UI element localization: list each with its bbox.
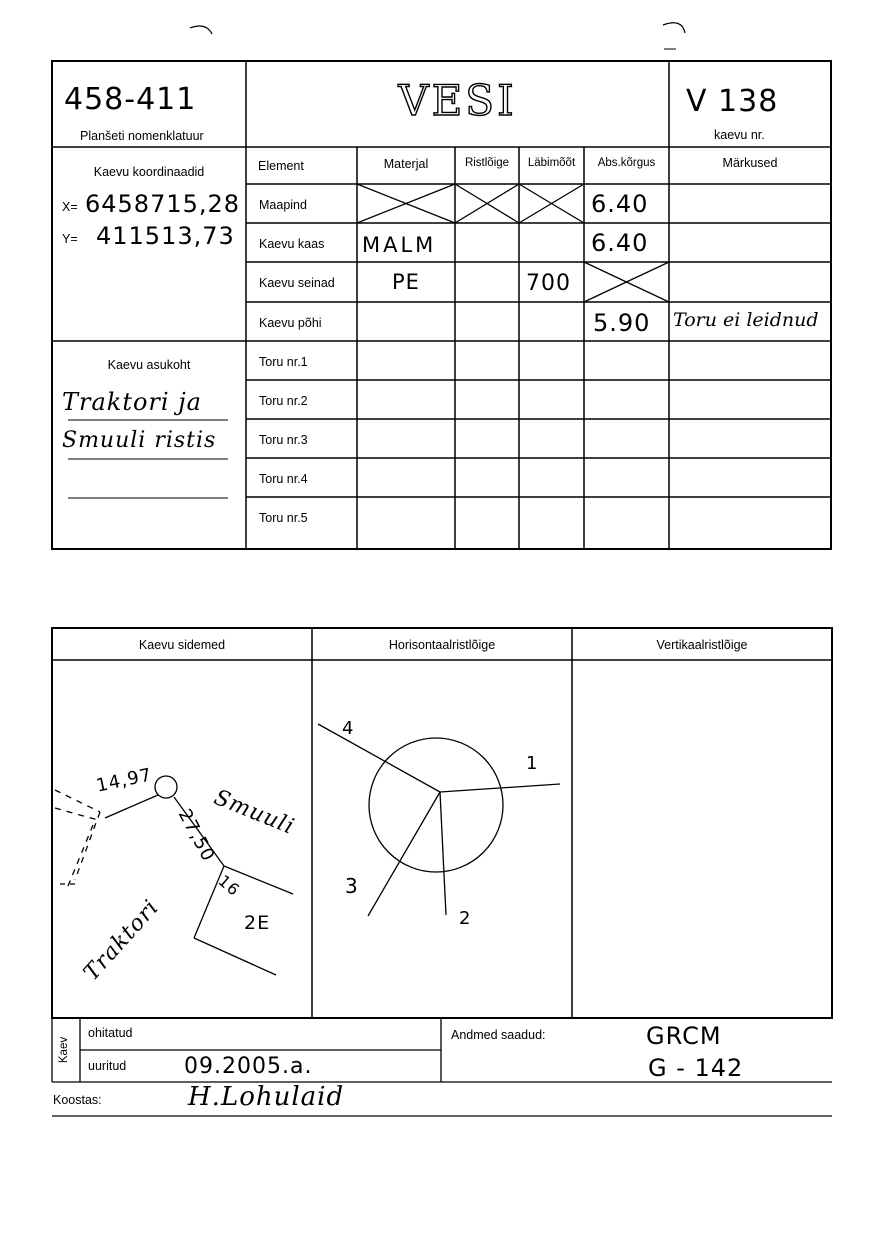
bottom-elevation-value: 5.90: [593, 309, 651, 337]
well-section-label: Kaev: [58, 1036, 70, 1064]
row-label-ground: Maapind: [259, 198, 307, 212]
location-line-2: Smuuli ristis: [62, 428, 217, 453]
row-label-walls: Kaevu seinad: [259, 276, 335, 290]
row-label-bottom: Kaevu põhi: [259, 316, 322, 330]
compiled-by-value: H.Lohulaid: [188, 1082, 345, 1112]
pipe-number-2: 2: [459, 908, 472, 929]
location-label: Kaevu asukoht: [107, 358, 191, 372]
row-label-pipe-3: Toru nr.3: [259, 433, 308, 447]
walls-material-value: PE: [392, 270, 420, 294]
vertical-section-label: Vertikaalristlõige: [656, 638, 748, 652]
street-label-traktori: Traktori: [79, 895, 165, 986]
location-line-1: Traktori ja: [62, 388, 202, 416]
tie-distance-3: 16: [214, 871, 244, 900]
y-label: Y=: [62, 232, 78, 246]
pipe-number-3: 3: [345, 874, 359, 898]
building-number: 2E: [244, 912, 271, 934]
lid-material-value: MALM: [362, 233, 437, 257]
row-label-pipe-1: Toru nr.1: [259, 355, 308, 369]
bottom-remarks-value: Toru ei leidnud: [673, 309, 819, 331]
updated-label: uuritud: [88, 1059, 127, 1073]
horizontal-section-label: Horisontaalristlõige: [388, 638, 496, 652]
tie-distance-1: 14,97: [94, 764, 155, 797]
y-coordinate-value: 411513,73: [96, 222, 235, 250]
col-header-element: Element: [258, 159, 304, 173]
x-label: X=: [62, 200, 78, 214]
col-header-remarks: Märkused: [722, 156, 778, 170]
data-source-line-2: G - 142: [648, 1054, 744, 1082]
checked-label: ohitatud: [88, 1026, 133, 1040]
well-number-value: V 138: [686, 84, 779, 119]
sheet-nomenclature-label: Planšeti nomenklatuur: [80, 129, 204, 143]
col-header-cross-section: Ristlõige: [464, 157, 510, 169]
sheet-nomenclature-value: 458-411: [64, 82, 197, 117]
ground-elevation-value: 6.40: [591, 190, 649, 218]
lid-elevation-value: 6.40: [591, 229, 649, 257]
col-header-material: Materjal: [383, 157, 429, 171]
row-label-pipe-4: Toru nr.4: [259, 472, 308, 486]
well-number-label: kaevu nr.: [714, 128, 765, 142]
col-header-diameter: Läbimõõt: [527, 157, 576, 169]
compiled-label: Koostas:: [53, 1093, 102, 1107]
coordinates-label: Kaevu koordinaadid: [93, 165, 205, 179]
row-label-pipe-2: Toru nr.2: [259, 394, 308, 408]
tie-distance-2: 27,50: [173, 805, 219, 866]
row-label-pipe-5: Toru nr.5: [259, 511, 308, 525]
form-title: VESI: [398, 76, 517, 125]
pipe-number-1: 1: [526, 753, 539, 774]
updated-value: 09.2005.a.: [184, 1054, 313, 1079]
data-source-line-1: GRCM: [646, 1022, 722, 1050]
col-header-elevation: Abs.kõrgus: [597, 157, 656, 169]
pipe-number-4: 4: [342, 718, 355, 739]
data-source-label: Andmed saadud:: [451, 1028, 546, 1042]
row-label-lid: Kaevu kaas: [259, 237, 325, 251]
ties-sketch-label: Kaevu sidemed: [138, 638, 226, 652]
street-label-smuuli: Smuuli: [210, 785, 298, 840]
x-coordinate-value: 6458715,28: [85, 190, 241, 218]
walls-diameter-value: 700: [526, 271, 571, 296]
